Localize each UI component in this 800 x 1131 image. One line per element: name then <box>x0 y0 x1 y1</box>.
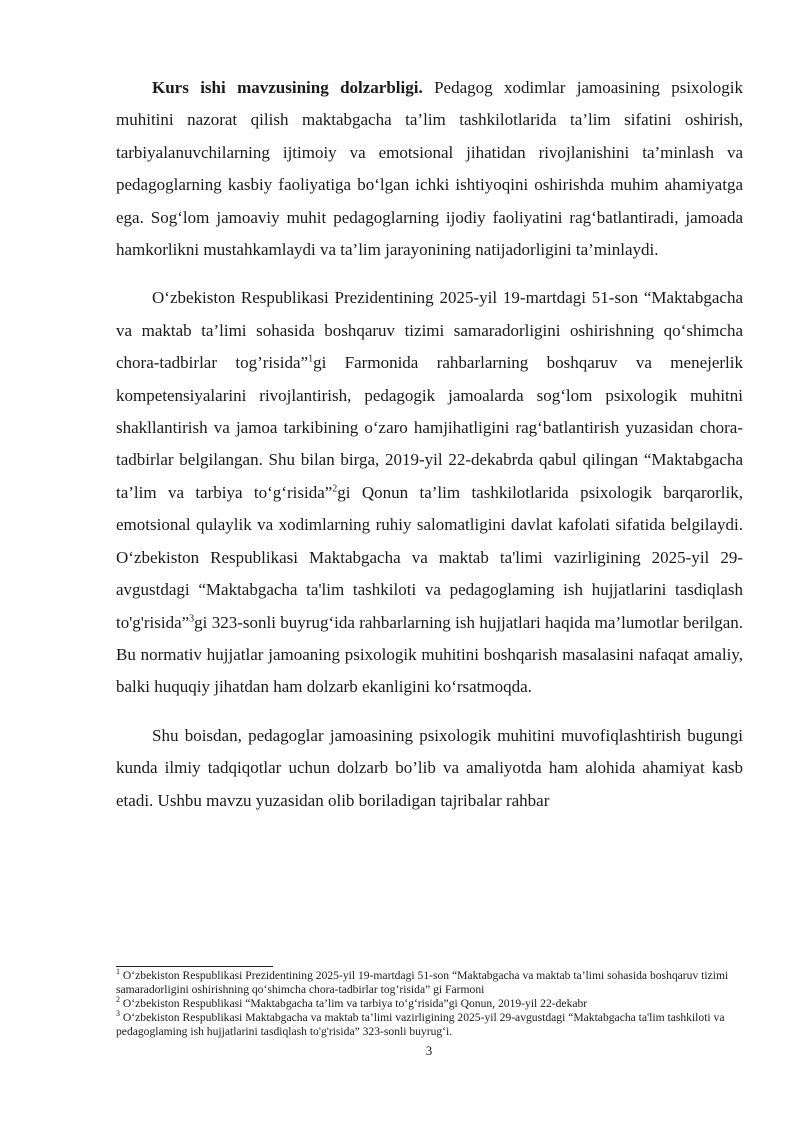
main-text <box>116 72 743 833</box>
paragraph-text: gi 323-sonli buyrug‘ida rahbarlarning ish hujjatlari haqida ma’lumotlar berilgan. Bu normativ hujjatlar jamoaning psixologik muhitini boshqarish masalasini nafaqat amaliy, balki huquqiy jihatdan ham dolzarb ekanligini ko‘rsatmoqda. <box>116 612 743 697</box>
paragraph-legal-basis <box>116 282 743 703</box>
paragraph-text: gi Farmonida rahbarlarning boshqaruv va menejerlik kompetensiyalarini rivojlantirish, pedagogik jamoalarda sog‘lom psixologik muhitni shakllantirish va jamoa tarkibining o‘zaro hamjihatligini rag‘batlantirish yuzasidan chora-tadbirlar belgilangan. Shu bilan birga, 2019-yil 22-dekabrda qabul qilingan “Maktabgacha ta’lim va tarbiya to‘g‘risida” <box>116 353 743 502</box>
footnotes <box>116 969 743 1039</box>
footnote-marker: 2 <box>116 995 120 1005</box>
footnote-ref-1[interactable]: 1 <box>308 353 314 365</box>
footnote-ref-3[interactable]: 3 <box>189 612 195 624</box>
footnote-text: O‘zbekiston Respublikasi Maktabgacha va maktab ta’limi vazirligining 2025-yil 29-avgustdagi “Maktabgacha ta'lim tashkiloti va pedagoglaming ish hujjatlarini tasdiqlash to'g'risida” 323-sonli buyrug‘i. <box>116 1011 725 1038</box>
footnote-ref-2[interactable]: 2 <box>332 483 338 495</box>
paragraph-text: Pedagog xodimlar jamoasining psixologik muhitini nazorat qilish maktabgacha ta’lim tashkilotlarida ta’lim sifatini oshirish, tarbiyalanuvchilarning ijtimoiy va emotsional jihatidan rivojlanishini ta’minlash va pedagoglarning kasbiy faoliyatiga bo‘lgan ichki ishtiyoqini oshirishda muhim ahamiyatga ega. Sog‘lom jamoaviy muhit pedagoglarning ijodiy faoliyatini rag‘batlantiradi, jamoada hamkorlikni mustahkamlaydi va ta’lim jarayonining natijadorligini ta’minlaydi. <box>116 78 743 260</box>
footnote-marker: 1 <box>116 967 120 977</box>
footnote-text: O‘zbekiston Respublikasi “Maktabgacha ta’lim va tarbiya to‘g‘risida”gi Qonun, 2019-yil 22-dekabr <box>120 997 588 1010</box>
paragraph-text: gi Qonun ta’lim tashkilotlarida psixologik barqarorlik, emotsional qulaylik va xodimlarning ruhiy salomatligini davlat kafolati sifatida belgilaydi. O‘zbekiston Respublikasi Maktabgacha va maktab ta'limi vazirligining 2025-yil 29-avgustdagi “Maktabgacha ta'lim tashkiloti va pedagoglaming ish hujjatlarini tasdiqlash to'g'risida” <box>116 482 743 632</box>
paragraph-text: O‘zbekiston Respublikasi Prezidentining 2025-yil 19-martdagi 51-son “Maktabgacha va maktab ta’limi sohasida boshqaruv tizimi samaradorligini oshirishning qo‘shimcha chora-tadbirlar tog’risida” <box>116 288 743 373</box>
footnote-separator <box>116 966 273 967</box>
section-heading: Kurs ishi mavzusining dolzarbligi. <box>152 78 423 97</box>
paragraph-text: Shu boisdan, pedagoglar jamoasining psixologik muhitini muvofiqlashtirish bugungi kunda ilmiy tadqiqotlar uchun dolzarb bo’lib va amaliyotda ham alohida ahamiyat kasb etadi. Ushbu mavzu yuzasidan olib boriladigan tajribalar rahbar <box>116 725 743 810</box>
footnote-marker: 3 <box>116 1009 120 1019</box>
footnote-text: O‘zbekiston Respublikasi Prezidentining 2025-yil 19-martdagi 51-son “Maktabgacha va maktab ta’limi sohasida boshqaruv tizimi samaradorligini oshirishning qo‘shimcha chora-tadbirlar tog’risida” gi Farmoni <box>116 969 729 996</box>
footnote-1 <box>116 969 743 997</box>
paragraph-relevance <box>116 72 743 266</box>
paragraph-conclusion <box>116 720 743 817</box>
footnote-2 <box>116 997 743 1011</box>
footnote-3 <box>116 1011 743 1039</box>
page-number: 3 <box>425 1043 433 1058</box>
